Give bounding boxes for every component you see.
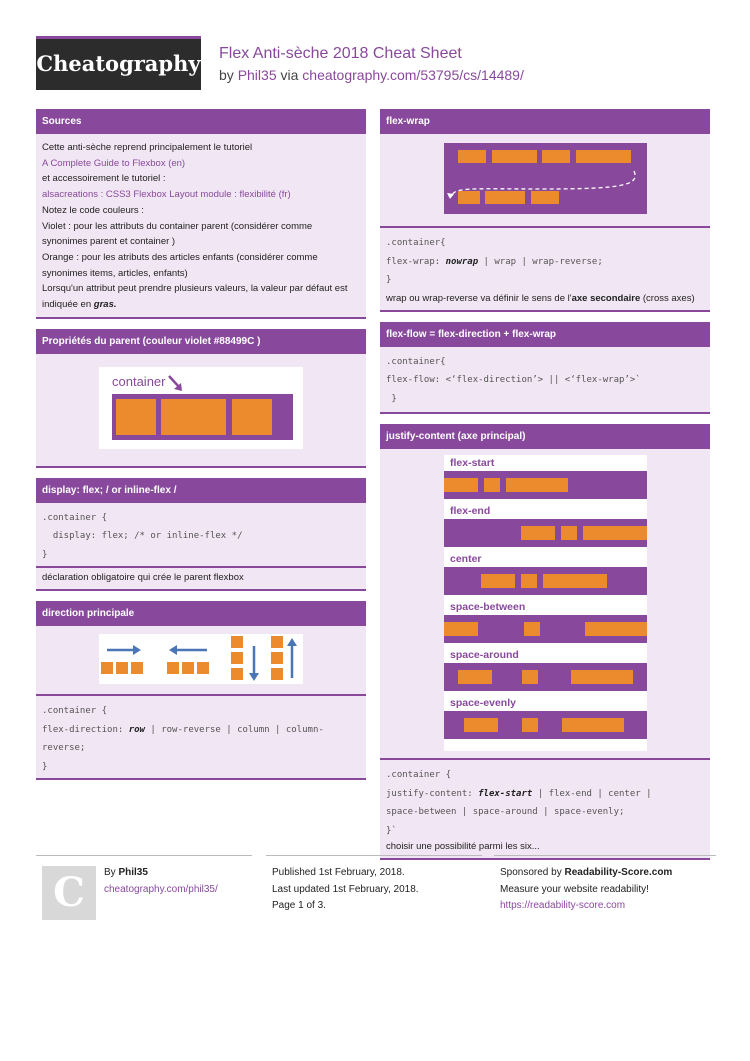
- sponsor-tagline: Measure your website readability!: [500, 883, 649, 895]
- via-text: via: [280, 67, 299, 83]
- section-title: direction principale: [36, 601, 366, 626]
- code-block: [380, 760, 710, 840]
- section-title: Sources: [36, 109, 366, 134]
- sources-section: [36, 109, 366, 319]
- item-box: [522, 670, 538, 684]
- code-block: [380, 347, 710, 413]
- item-box: [464, 718, 498, 732]
- item-box: [543, 574, 607, 588]
- code-line: }: [42, 761, 48, 772]
- item-box: [585, 622, 647, 636]
- code-line: space-between | space-around | space-evenly;: [386, 807, 625, 817]
- page-footer: [36, 855, 716, 935]
- item-box: [481, 574, 515, 588]
- page-header: [36, 36, 716, 90]
- sources-text: Violet : pour les attributs du container parent (considérer comme synonimes parent et container ): [42, 220, 313, 248]
- page-title: Flex Anti-sèche 2018 Cheat Sheet: [219, 45, 462, 62]
- code-line: }`: [386, 825, 397, 836]
- code-line: flex-direction: row | row-reverse | column | column-: [42, 724, 324, 735]
- code-line: .container {: [386, 770, 452, 780]
- justify-label: space-evenly: [450, 697, 516, 709]
- item-box: [458, 191, 480, 204]
- author-link[interactable]: Phil35: [237, 67, 277, 83]
- item-box: [232, 399, 272, 435]
- container-diagram: [36, 354, 366, 466]
- code-line: justify-content: flex-start | flex-end | center |: [386, 788, 652, 799]
- item-box: [458, 670, 492, 684]
- updated-date: Last updated 1st February, 2018.: [272, 883, 419, 895]
- sheet-url-link[interactable]: cheatography.com/53795/cs/14489/: [302, 67, 524, 83]
- sponsor-name: Readability-Score.com: [564, 867, 673, 878]
- page-number: Page 1 of 3.: [272, 900, 326, 911]
- footer-author-name: Phil35: [118, 867, 148, 878]
- justify-label: space-between: [450, 601, 526, 613]
- item-box: [531, 191, 559, 204]
- code-line: .container {: [42, 706, 108, 717]
- sources-text: et accessoirement le tutoriel :: [42, 173, 166, 185]
- code-block: [36, 696, 366, 778]
- item-box: [562, 718, 624, 732]
- sponsor-link[interactable]: https://readability-score.com: [500, 900, 626, 911]
- item-box: [506, 478, 568, 492]
- item-box: [521, 574, 537, 588]
- sponsor-line: Sponsored by Readability-Score.com: [500, 867, 673, 878]
- sources-text: Cette anti-sèche reprend principalement le tutoriel: [42, 142, 253, 153]
- justify-content-section: [380, 424, 710, 860]
- item-box: [161, 399, 226, 435]
- item-box: [444, 478, 478, 492]
- justify-note: choisir une possibilité parmi les six...: [386, 841, 540, 852]
- justify-rows: [444, 455, 647, 751]
- sources-text: Orange : pour les atributs des articles enfants (considérer comme synonimes items, articles, enfants): [42, 251, 318, 279]
- item-box: [116, 399, 156, 435]
- direction-arrows-icon: [99, 634, 303, 684]
- justify-diagram: [380, 449, 710, 758]
- display-flex-section: [36, 478, 366, 592]
- item-box: [561, 526, 577, 540]
- pointer-arrow-icon: [166, 374, 186, 394]
- item-box: [524, 622, 540, 636]
- section-title: justify-content (axe principal): [380, 424, 710, 449]
- code-line: display: flex; /* or inline-flex */: [42, 531, 243, 542]
- code-line: .container{: [386, 238, 446, 248]
- flex-wrap-section: [380, 109, 710, 312]
- byline: [219, 67, 524, 83]
- by-text: by: [219, 67, 234, 83]
- code-block: [380, 228, 710, 292]
- code-line: flex-flow: <‘flex-direction’> || <‘flex-wrap’>`: [386, 375, 641, 385]
- item-box: [522, 718, 538, 732]
- item-box: [484, 478, 500, 492]
- wrap-diagram: [380, 134, 710, 226]
- section-title: Propriétés du parent (couleur violet #88499C ): [36, 329, 366, 354]
- code-line: .container {: [42, 512, 108, 523]
- left-column: [36, 109, 366, 790]
- alsacreations-link[interactable]: alsacreations : CSS3 Flexbox Layout module : flexibilité (fr): [42, 189, 291, 201]
- item-box: [521, 526, 555, 540]
- right-column: [380, 109, 710, 870]
- justify-label: space-around: [450, 649, 519, 661]
- code-line: }: [386, 393, 397, 404]
- section-title: flex-wrap: [380, 109, 710, 134]
- cheatography-logo[interactable]: Cheatography: [36, 36, 201, 90]
- author-profile-link[interactable]: cheatography.com/phil35/: [104, 883, 218, 895]
- flex-flow-section: [380, 322, 710, 415]
- item-box: [583, 526, 647, 540]
- code-block: [36, 503, 366, 567]
- container-label: container: [112, 373, 166, 389]
- display-note: déclaration obligatoire qui crée le parent flexbox: [42, 572, 244, 584]
- sources-text: Notez le code couleurs :: [42, 204, 144, 216]
- section-title: display: flex; / or inline-flex /: [36, 478, 366, 503]
- bold-word: gras.: [93, 299, 117, 311]
- direction-diagram: [36, 626, 366, 694]
- footer-author: [36, 855, 252, 925]
- footer-sponsor: [494, 855, 716, 925]
- section-title: flex-flow = flex-direction + flex-wrap: [380, 322, 710, 347]
- parent-properties-section: [36, 329, 366, 468]
- footer-by-line: By Phil35: [104, 867, 148, 878]
- justify-label: flex-start: [450, 457, 495, 469]
- author-avatar: C: [42, 866, 96, 920]
- item-box: [571, 670, 633, 684]
- direction-section: [36, 601, 366, 780]
- code-line: flex-wrap: nowrap | wrap | wrap-reverse;: [386, 256, 603, 267]
- sources-text: Lorsqu'un attribut peut prendre plusieurs valeurs, la valeur par défaut est indiquée en gras.: [42, 283, 348, 311]
- code-line: reverse;: [42, 743, 86, 754]
- justify-label: center: [450, 553, 482, 565]
- justify-label: flex-end: [450, 505, 491, 517]
- item-box: [485, 191, 525, 204]
- code-line: }: [42, 549, 48, 560]
- published-date: Published 1st February, 2018.: [272, 867, 405, 878]
- item-box: [444, 622, 478, 636]
- code-line: }: [386, 275, 392, 285]
- flexbox-guide-link[interactable]: A Complete Guide to Flexbox (en): [42, 157, 186, 169]
- wrap-note: wrap ou wrap-reverse va définir le sens de l'axe secondaire (cross axes): [386, 292, 695, 304]
- code-line: .container{: [386, 356, 446, 367]
- footer-dates: [266, 855, 482, 925]
